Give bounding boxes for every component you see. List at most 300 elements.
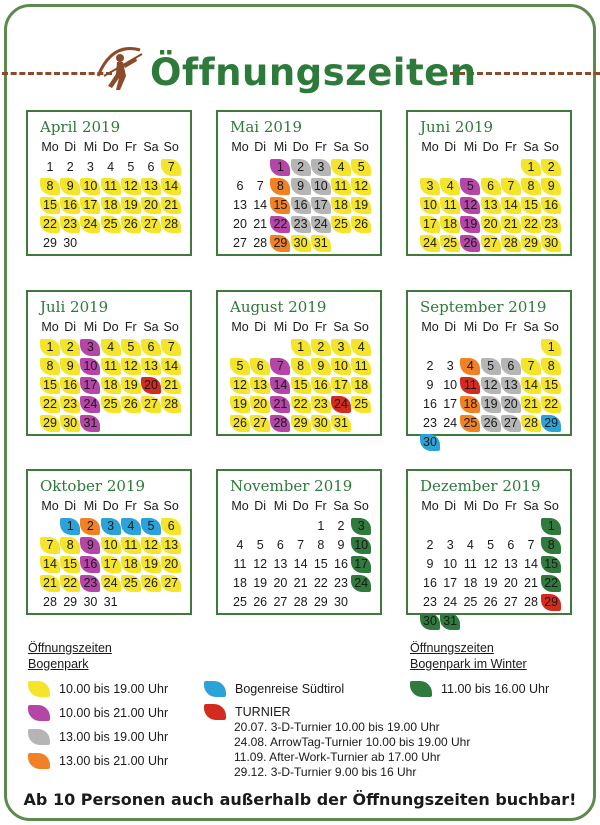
weekday-label: Di [254,320,267,334]
day-cell [230,177,250,196]
day-cell [101,574,121,593]
day-cell [60,593,80,612]
day-cell [521,177,541,196]
day-cell [141,338,161,357]
day-cell [311,574,331,593]
day-cell [331,376,351,395]
day-cell [161,395,181,414]
day-cell [291,215,311,234]
day-cell [270,395,290,414]
day-cell [101,536,121,555]
day-number: 14 [43,557,57,571]
day-cell [481,177,501,196]
header [0,38,600,108]
day-number: 24 [83,217,98,231]
weekday-label: Di [64,140,77,154]
day-cell [521,196,541,215]
day-number: 17 [334,378,348,392]
weekday-label: Mo [41,140,59,154]
weekday-label: Mi [83,320,97,334]
day-number: 30 [544,236,559,250]
day-number: 18 [103,378,118,392]
day-number: 16 [63,198,78,212]
day-number: 27 [144,397,158,411]
month-title: Juni 2019 [420,118,494,136]
month-title: Dezember 2019 [420,477,541,495]
day-number: 21 [503,217,518,231]
weekday-label: Sa [523,320,539,334]
day-number: 20 [164,557,179,571]
day-number: 26 [123,397,138,411]
day-cell [250,234,270,253]
day-cell [311,338,331,357]
day-cell [460,414,480,433]
day-number: 21 [164,198,179,212]
day-cell [440,177,460,196]
day-cell [291,536,311,555]
day-cell [291,574,311,593]
day-cell [331,177,351,196]
day-cell [141,395,161,414]
day-number: 17 [354,557,369,571]
weekday-label: Do [102,499,119,513]
day-number: 22 [313,576,328,590]
day-number: 28 [524,416,538,430]
day-cell [311,376,331,395]
day-cell [521,158,541,177]
day-cell [420,612,440,631]
day-number: 13 [503,557,518,571]
day-number: 30 [423,614,437,628]
day-number: 4 [337,160,345,174]
weekday-label: Di [254,499,267,513]
day-number: 10 [354,538,369,552]
day-cell [521,215,541,234]
day-number: 13 [233,198,247,212]
day-number: 8 [527,179,535,193]
day-cell [351,158,371,177]
day-number: 25 [233,595,247,609]
day-number: 5 [357,160,365,174]
day-cell [311,593,331,612]
day-number: 23 [423,416,437,430]
day-number: 8 [46,359,54,373]
day-number: 9 [337,538,345,552]
legend-head-park-line1: Öffnungszeiten [28,641,112,655]
day-number: 20 [503,576,518,590]
day-number: 17 [83,198,98,212]
day-cell [440,414,460,433]
day-cell [141,376,161,395]
day-cell [101,593,121,612]
day-cell [230,414,250,433]
weekday-label: Sa [143,499,159,513]
weekday-label: Do [292,320,309,334]
day-number: 13 [483,198,498,212]
month-3 [406,110,572,256]
weekday-label: So [353,320,369,334]
day-cell [60,395,80,414]
day-number: 1 [317,519,325,533]
day-number: 5 [236,359,244,373]
day-cell [501,215,521,234]
weekday-label: Mi [273,499,287,513]
day-number: 20 [273,576,288,590]
weekday-label: Fr [504,320,517,334]
day-cell [420,357,440,376]
day-number: 21 [164,378,179,392]
day-cell [60,414,80,433]
day-number: 3 [317,160,325,174]
day-cell [440,555,460,574]
weekday-label: Mo [421,499,439,513]
day-number: 12 [123,359,138,373]
day-number: 13 [503,378,518,392]
day-cell [40,234,60,253]
day-cell [481,376,501,395]
day-cell [101,555,121,574]
day-number: 26 [483,416,498,430]
day-number: 20 [144,198,158,212]
day-cell [351,574,371,593]
day-number: 24 [443,595,458,609]
day-number: 23 [334,576,348,590]
day-number: 16 [334,557,348,571]
weekday-label: Di [254,140,267,154]
day-number: 31 [83,416,98,430]
day-number: 11 [354,359,368,373]
day-number: 15 [313,557,328,571]
day-number: 25 [123,576,138,590]
day-cell [60,517,80,536]
day-cell [270,177,290,196]
day-cell [440,395,460,414]
day-cell [420,234,440,253]
day-number: 19 [123,378,138,392]
day-number: 5 [147,519,155,533]
day-cell [250,357,270,376]
day-cell [270,234,290,253]
day-cell [481,555,501,574]
legend-green-text: 11.00 bis 16.00 Uhr [441,682,550,696]
day-cell [250,376,270,395]
day-number: 8 [547,359,555,373]
day-cell [250,196,270,215]
day-number: 31 [103,595,118,609]
day-number: 18 [443,217,458,231]
legend-head-park [28,640,112,672]
day-number: 21 [293,576,308,590]
day-number: 7 [297,538,305,552]
month-title: Mai 2019 [230,118,303,136]
day-cell [250,536,270,555]
day-number: 14 [524,378,538,392]
day-cell [270,196,290,215]
day-number: 22 [524,217,538,231]
day-cell [40,196,60,215]
day-cell [80,215,100,234]
day-cell [351,357,371,376]
day-number: 7 [276,359,284,373]
day-number: 5 [127,160,135,174]
day-number: 7 [527,359,535,373]
day-number: 18 [103,198,118,212]
day-number: 30 [293,236,308,250]
day-number: 18 [334,198,348,212]
day-number: 12 [483,557,498,571]
day-number: 11 [233,557,247,571]
day-cell [291,395,311,414]
day-number: 7 [167,340,175,354]
day-cell [250,177,270,196]
day-cell [440,574,460,593]
day-number: 8 [547,538,555,552]
month-2 [216,110,382,256]
day-cell [121,376,141,395]
day-cell [311,517,331,536]
legend-head-park-line2: Bogenpark [28,657,89,671]
day-cell [331,215,351,234]
day-cell [291,593,311,612]
day-cell [141,574,161,593]
day-cell [521,574,541,593]
day-cell [40,536,60,555]
day-number: 27 [253,416,268,430]
weekday-label: Mi [273,140,287,154]
day-number: 6 [507,538,515,552]
day-cell [481,196,501,215]
day-cell [40,177,60,196]
day-number: 4 [357,340,365,354]
day-number: 6 [487,179,495,193]
day-number: 3 [86,160,94,174]
day-cell [121,196,141,215]
day-cell [331,536,351,555]
day-cell [291,234,311,253]
day-number: 11 [104,359,118,373]
day-cell [161,158,181,177]
day-cell [80,574,100,593]
day-cell [230,376,250,395]
day-cell [440,196,460,215]
day-cell [420,376,440,395]
day-number: 9 [297,179,305,193]
day-number: 26 [233,416,247,430]
day-cell [291,555,311,574]
weekday-label: Di [64,320,77,334]
day-number: 19 [144,557,158,571]
day-number: 6 [276,538,284,552]
day-cell [541,338,561,357]
day-number: 17 [103,557,118,571]
day-cell [420,177,440,196]
day-number: 8 [317,538,325,552]
day-number: 19 [123,198,138,212]
day-cell [60,536,80,555]
day-number: 15 [43,378,57,392]
day-number: 9 [66,359,74,373]
day-cell [270,376,290,395]
day-cell [101,395,121,414]
day-number: 7 [256,179,264,193]
day-cell [80,517,100,536]
day-cell [161,338,181,357]
day-number: 25 [354,397,369,411]
day-cell [101,215,121,234]
day-number: 5 [256,538,264,552]
day-number: 21 [273,397,288,411]
day-cell [440,234,460,253]
day-number: 12 [144,538,158,552]
day-number: 27 [144,217,158,231]
day-cell [501,376,521,395]
legend-head-winter-line2: Bogenpark im Winter [410,657,527,671]
weekday-label: Do [292,140,309,154]
day-number: 2 [66,160,74,174]
day-cell [311,177,331,196]
day-number: 15 [273,198,288,212]
day-number: 11 [334,179,348,193]
day-cell [521,414,541,433]
day-cell [351,536,371,555]
day-cell [541,376,561,395]
day-number: 12 [354,179,369,193]
day-cell [481,215,501,234]
turnier-line: 24.08. ArrowTag-Turnier 10.00 bis 19.00 Uhr [234,735,471,749]
day-cell [440,215,460,234]
day-number: 21 [524,397,538,411]
weekday-label: Mo [41,499,59,513]
legend-yellow-text: 10.00 bis 19.00 Uhr [59,682,169,696]
day-cell [521,555,541,574]
day-cell [501,414,521,433]
day-number: 16 [63,378,78,392]
day-cell [101,338,121,357]
day-number: 6 [507,359,515,373]
day-number: 27 [483,236,498,250]
turnier-list [234,720,470,780]
day-cell [291,338,311,357]
day-number: 2 [297,160,305,174]
day-number: 4 [107,160,115,174]
day-number: 24 [423,236,437,250]
day-cell [501,593,521,612]
day-cell [311,234,331,253]
day-number: 3 [426,179,434,193]
day-cell [121,338,141,357]
day-cell [420,433,440,452]
day-number: 19 [463,217,478,231]
day-cell [291,414,311,433]
day-cell [351,196,371,215]
day-number: 1 [276,160,284,174]
page-title: Öffnungszeiten [150,51,477,94]
day-number: 3 [337,340,345,354]
day-cell [121,517,141,536]
day-cell [351,338,371,357]
weekday-label: Mi [83,499,97,513]
day-number: 24 [334,397,348,411]
day-number: 22 [273,217,288,231]
day-number: 24 [103,576,118,590]
day-cell [460,196,480,215]
day-cell [501,574,521,593]
day-number: 5 [487,359,495,373]
day-cell [501,357,521,376]
day-number: 16 [83,557,98,571]
day-cell [291,376,311,395]
day-number: 31 [443,614,458,628]
day-number: 6 [256,359,264,373]
day-number: 27 [273,595,288,609]
day-number: 26 [483,595,498,609]
day-cell [80,414,100,433]
day-number: 29 [43,236,57,250]
day-cell [250,574,270,593]
day-cell [541,357,561,376]
day-number: 13 [273,557,288,571]
day-cell [521,536,541,555]
day-cell [230,555,250,574]
day-number: 9 [66,179,74,193]
weekday-label: Mi [463,320,477,334]
day-cell [40,555,60,574]
day-cell [141,215,161,234]
day-number: 28 [293,595,308,609]
day-cell [270,357,290,376]
day-number: 12 [233,378,247,392]
day-number: 11 [463,557,477,571]
day-number: 14 [524,557,538,571]
day-number: 1 [297,340,305,354]
day-number: 8 [46,179,54,193]
day-number: 26 [463,236,478,250]
day-cell [60,158,80,177]
day-number: 27 [164,576,179,590]
day-number: 6 [147,340,155,354]
day-number: 14 [293,557,308,571]
turnier-line: 11.09. After-Work-Turnier ab 17.00 Uhr [234,750,441,764]
day-number: 18 [463,397,478,411]
day-cell [230,593,250,612]
day-number: 11 [104,179,118,193]
day-number: 10 [313,179,328,193]
day-number: 21 [43,576,57,590]
day-number: 10 [83,179,98,193]
weekday-label: So [163,499,179,513]
day-number: 23 [313,397,328,411]
day-number: 28 [253,236,268,250]
day-cell [501,234,521,253]
month-title: November 2019 [230,477,353,495]
day-cell [60,338,80,357]
day-number: 11 [124,538,138,552]
day-number: 14 [164,359,179,373]
day-cell [101,177,121,196]
day-number: 4 [466,359,474,373]
day-cell [521,376,541,395]
day-cell [460,357,480,376]
weekday-label: Sa [333,320,349,334]
day-number: 30 [334,595,348,609]
day-number: 5 [466,179,474,193]
day-number: 12 [123,179,138,193]
day-cell [291,158,311,177]
day-cell [230,536,250,555]
day-cell [311,158,331,177]
day-number: 19 [483,576,498,590]
day-number: 24 [83,397,98,411]
